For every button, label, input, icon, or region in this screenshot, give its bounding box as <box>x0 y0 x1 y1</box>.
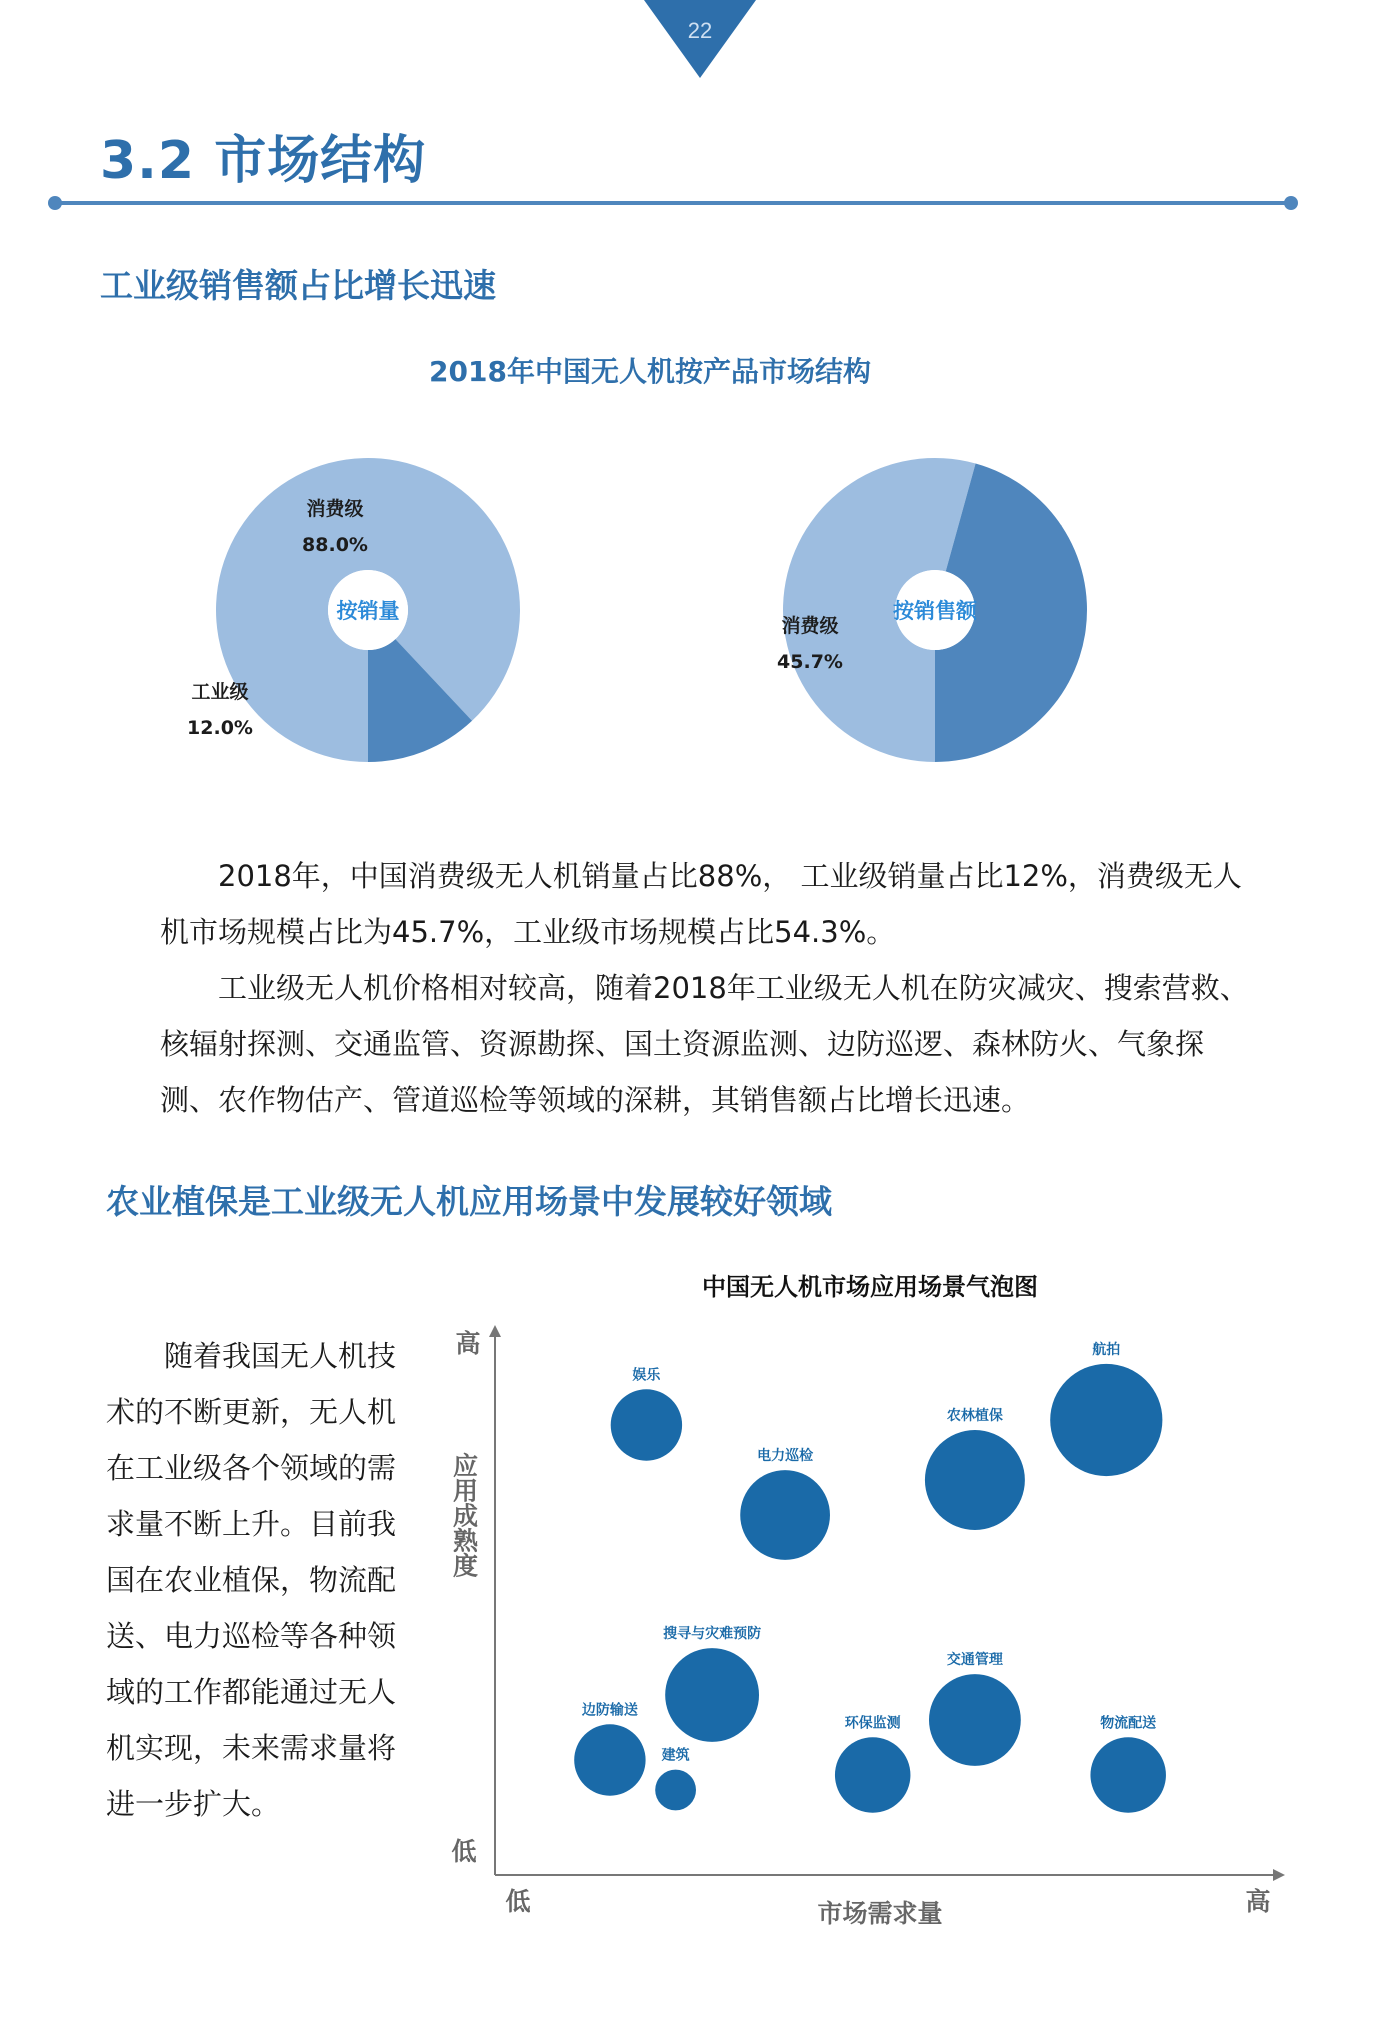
paragraph-market-share: 2018年，中国消费级无人机销量占比88%， 工业级销量占比12%，消费级无人机市场规模占比为45.7%，工业级市场规模占比54.3%。 <box>160 859 1242 949</box>
pie-slice-value-1-1: 88.0% <box>302 534 368 556</box>
bubble-chart <box>430 1260 1310 1940</box>
donut-center-label-2: 按销售额 <box>893 599 977 623</box>
bubble-7 <box>655 1770 696 1811</box>
bubble-4 <box>1050 1364 1162 1476</box>
pie-slice-name-1-1: 消费级 <box>306 498 364 520</box>
y-axis-low-label: 低 <box>451 1837 477 1866</box>
bubble-label-7: 建筑 <box>661 1747 690 1764</box>
bubble-label-10: 物流配送 <box>1100 1715 1157 1732</box>
x-axis-low-label: 低 <box>505 1887 531 1916</box>
y-axis-arrow <box>489 1325 501 1337</box>
bubble-5 <box>665 1648 759 1742</box>
bubble-9 <box>929 1674 1021 1766</box>
pie-slice-value-2-2: 45.7% <box>777 651 843 673</box>
side-paragraph: 随着我国无人机技术的不断更新，无人机在工业级各个领域的需求量不断上升。目前我国在农业植保，物流配送、电力巡检等各种领域的工作都能通过无人机实现，未来需求量将进一步扩大。 <box>106 1339 397 1821</box>
pie-charts <box>150 420 1150 790</box>
subsection-heading-sales-share: 工业级销售额占比增长迅速 <box>100 266 496 305</box>
bubble-label-4: 航拍 <box>1092 1341 1121 1358</box>
y-axis-title: 应用成熟度 <box>449 1452 479 1578</box>
bubble-3 <box>925 1430 1025 1530</box>
pie-slice-value-1-2: 12.0% <box>187 717 253 739</box>
y-axis-high-label: 高 <box>455 1329 481 1358</box>
bubble-label-9: 交通管理 <box>946 1652 1003 1669</box>
x-axis-title: 市场需求量 <box>817 1899 943 1928</box>
donut-chart-1 <box>187 458 520 762</box>
bubble-chart-title: 中国无人机市场应用场景气泡图 <box>702 1273 1038 1301</box>
pie-slice-name-1-2: 工业级 <box>191 681 249 703</box>
bubble-label-2: 电力巡检 <box>757 1448 814 1465</box>
bubble-1 <box>611 1389 682 1460</box>
pie-slice-name-2-2: 消费级 <box>781 615 839 637</box>
bubble-2 <box>740 1470 830 1560</box>
bubble-label-6: 边防输送 <box>581 1702 638 1719</box>
pie-chart-title: 2018年中国无人机按产品市场结构 <box>429 355 871 388</box>
bubble-10 <box>1090 1737 1165 1812</box>
bubble-label-5: 搜寻与灾难预防 <box>663 1626 762 1643</box>
bubble-label-8: 环保监测 <box>844 1715 901 1732</box>
subsection-heading-agriculture: 农业植保是工业级无人机应用场景中发展较好领域 <box>106 1182 832 1221</box>
page-number: 22 <box>687 18 713 43</box>
bubble-6 <box>574 1724 645 1795</box>
donut-chart-2 <box>777 458 1087 762</box>
x-axis-arrow <box>1273 1869 1285 1881</box>
bubble-label-1: 娱乐 <box>632 1367 661 1384</box>
donut-center-label-1: 按销量 <box>336 599 400 623</box>
bubble-label-3: 农林植保 <box>946 1408 1003 1425</box>
paragraph-industrial-growth: 工业级无人机价格相对较高，随着2018年工业级无人机在防灾减灾、搜索营救、核辐射探测、交通监管、资源勘探、国土资源监测、边防巡逻、森林防火、气象探测、农作物估产、管道巡检等领域的深耕，其销售额占比增长迅速。 <box>160 971 1249 1117</box>
x-axis-high-label: 高 <box>1245 1887 1271 1916</box>
section-divider <box>48 196 1298 210</box>
bubble-8 <box>835 1737 910 1812</box>
section-title: 3.2 市场结构 <box>100 131 427 191</box>
